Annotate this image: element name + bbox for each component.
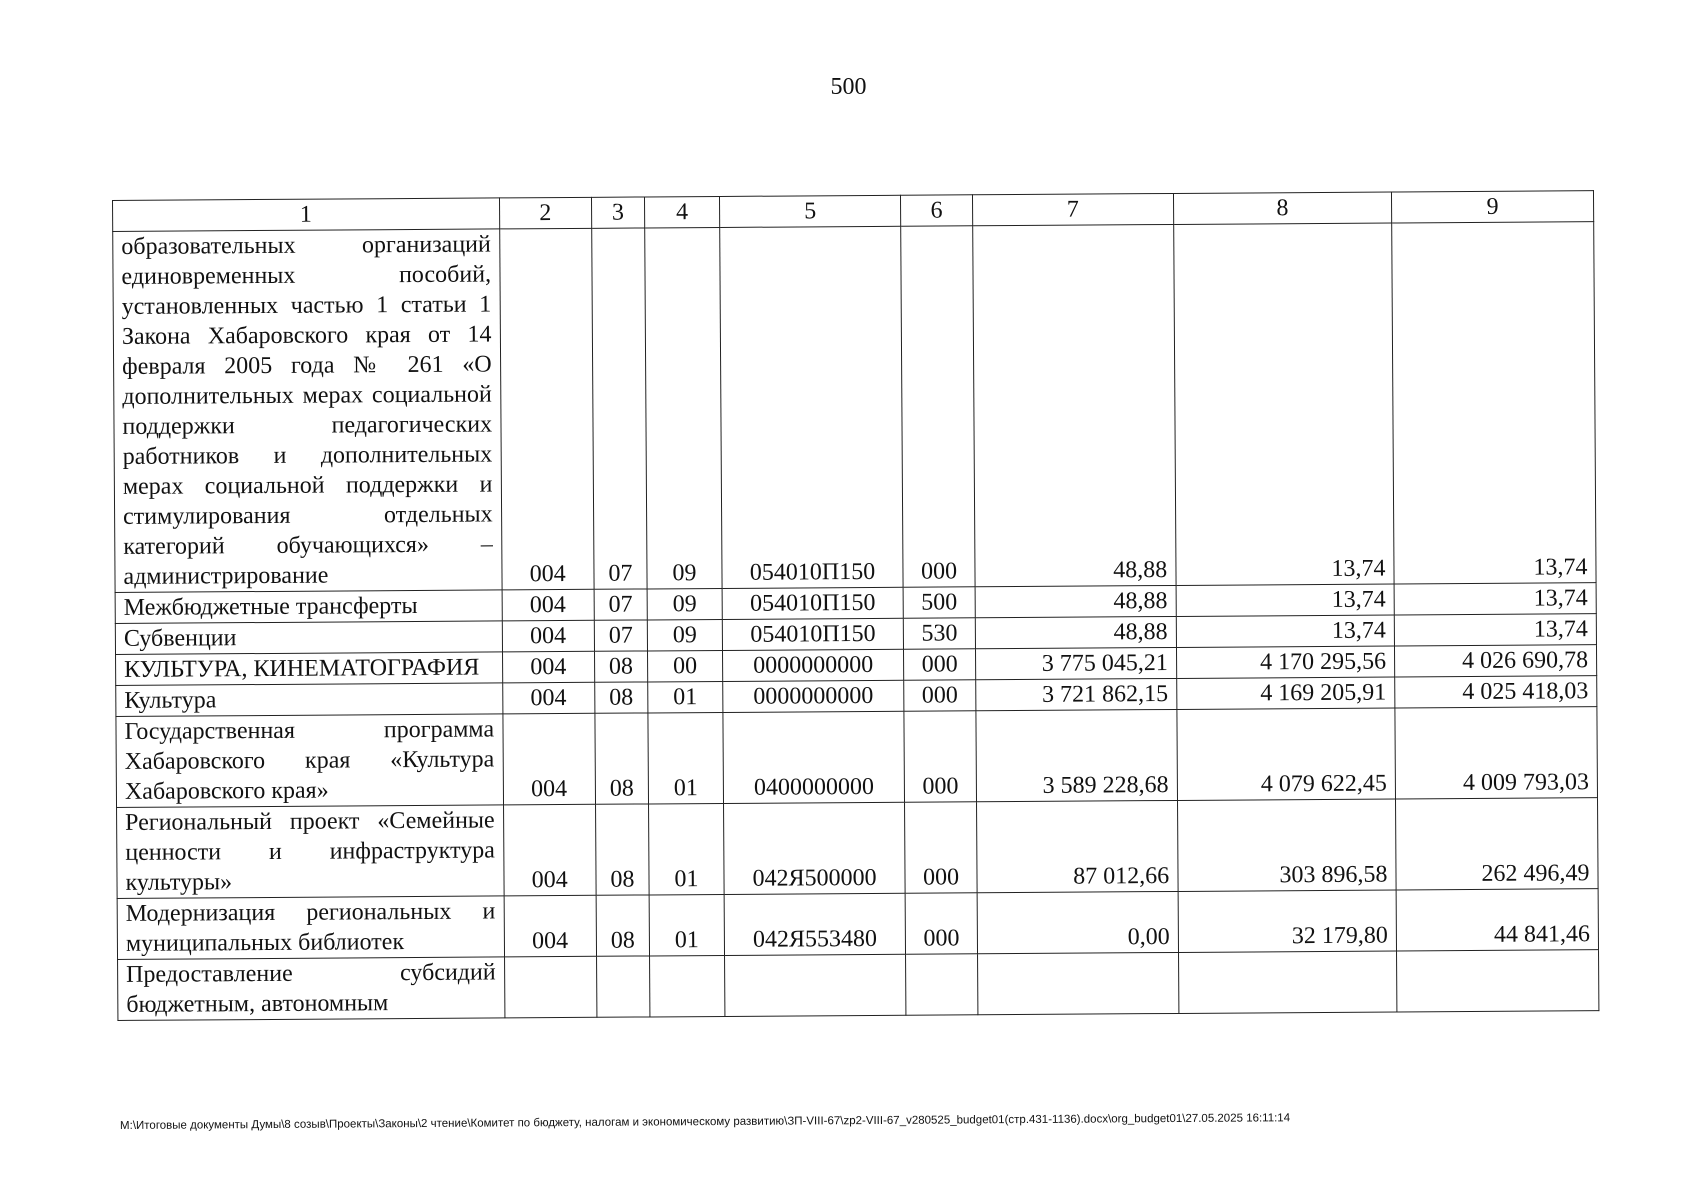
subsection-cell: 09 — [647, 619, 722, 650]
section-cell: 07 — [592, 228, 648, 589]
row-name: Предоставление субсидий бюджетным, автономным — [118, 957, 505, 1021]
subsection-cell: 01 — [648, 681, 723, 712]
row-name: КУЛЬТУРА, КИНЕМАТОГРАФИЯ — [116, 652, 503, 686]
table-row — [118, 950, 1599, 1021]
column-header-2: 2 — [499, 197, 591, 229]
row-name: Субвенции — [115, 621, 502, 655]
row-name: Региональный проект «Семейные ценности и инфраструктура культуры» — [117, 805, 504, 899]
section-cell: 07 — [594, 589, 647, 620]
column-header-5: 5 — [719, 195, 901, 227]
amount-cell-7: 87 012,66 — [976, 800, 1177, 892]
amount-cell-8: 32 179,80 — [1178, 890, 1397, 952]
column-header-4: 4 — [644, 196, 719, 227]
code-cell — [504, 956, 597, 1018]
column-header-9: 9 — [1391, 191, 1593, 223]
column-header-6: 6 — [901, 195, 973, 226]
expense-type-cell: 530 — [904, 618, 976, 649]
row-name: Межбюджетные трансферты — [115, 590, 502, 624]
amount-cell-9: 262 496,49 — [1395, 798, 1598, 890]
table-row — [117, 798, 1599, 899]
column-header-3: 3 — [591, 197, 644, 228]
amount-cell-9: 13,74 — [1394, 583, 1596, 615]
column-header-7: 7 — [972, 193, 1173, 225]
target-article-cell: 0400000000 — [723, 711, 905, 803]
amount-cell-7: 3 589 228,68 — [976, 709, 1177, 801]
amount-cell-7: 48,88 — [973, 224, 1176, 586]
code-cell: 004 — [502, 620, 594, 652]
amount-cell-9: 44 841,46 — [1396, 889, 1598, 951]
budget-table — [112, 190, 1599, 1021]
page-number: 500 — [830, 74, 867, 100]
code-cell: 004 — [502, 651, 594, 683]
code-cell: 004 — [503, 804, 596, 896]
expense-type-cell: 000 — [904, 649, 976, 680]
row-name: Модернизация региональных и муниципальных библиотек — [117, 896, 504, 960]
amount-cell-7: 48,88 — [975, 616, 1176, 648]
section-cell — [596, 956, 650, 1017]
amount-cell-7: 3 721 862,15 — [976, 678, 1177, 710]
amount-cell-7: 3 775 045,21 — [975, 647, 1176, 679]
code-cell: 004 — [504, 895, 597, 957]
target-article-cell: 054010П150 — [722, 618, 904, 650]
row-name: Государственная программа Хабаровского края «Культура Хабаровского края» — [116, 714, 503, 808]
subsection-cell: 00 — [648, 650, 723, 681]
table-row — [116, 707, 1598, 808]
amount-cell-9: 13,74 — [1392, 222, 1596, 584]
target-article-cell: 054010П150 — [720, 226, 904, 588]
amount-cell-7 — [977, 952, 1178, 1014]
section-cell: 08 — [595, 713, 649, 804]
amount-cell-9: 4 009 793,03 — [1395, 707, 1598, 799]
section-cell: 07 — [594, 620, 647, 651]
amount-cell-8: 13,74 — [1173, 223, 1394, 585]
subsection-cell — [650, 955, 725, 1016]
section-cell: 08 — [596, 895, 650, 956]
code-cell: 004 — [502, 713, 595, 805]
section-cell: 08 — [595, 804, 649, 895]
target-article-cell: 054010П150 — [722, 587, 904, 619]
expense-type-cell: 000 — [905, 802, 977, 893]
code-cell: 004 — [502, 589, 594, 621]
amount-cell-9 — [1396, 950, 1598, 1012]
target-article-cell: 042Я553480 — [724, 893, 906, 955]
row-name: Культура — [116, 683, 503, 717]
amount-cell-9: 4 026 690,78 — [1394, 645, 1596, 677]
expense-type-cell — [906, 954, 978, 1015]
amount-cell-8: 303 896,58 — [1177, 799, 1396, 891]
code-cell: 004 — [502, 682, 594, 714]
subsection-cell: 01 — [648, 712, 724, 803]
amount-cell-7: 48,88 — [975, 585, 1176, 617]
document-footer-path: M:\Итоговые документы Думы\8 созыв\Проекты\Законы\2 чтение\Комитет по бюджету, налогам и экономическому развитию\ЗП-VIII-67\zp2-VIII-67_v280525_budget01(стр.431-1136).docx\org_budget01\27.05.2025 16:11:14 — [120, 1112, 1291, 1132]
section-cell: 08 — [594, 651, 647, 682]
subsection-cell: 01 — [649, 894, 724, 955]
amount-cell-8: 13,74 — [1176, 615, 1394, 647]
code-cell: 004 — [499, 228, 594, 590]
amount-cell-9: 13,74 — [1394, 614, 1596, 646]
target-article-cell: 042Я500000 — [723, 802, 905, 894]
column-header-1: 1 — [113, 198, 500, 232]
table-row — [113, 222, 1596, 593]
expense-type-cell: 000 — [904, 680, 976, 711]
amount-cell-8: 4 079 622,45 — [1177, 708, 1396, 800]
subsection-cell: 01 — [649, 803, 725, 894]
subsection-cell: 09 — [645, 227, 722, 588]
amount-cell-8: 13,74 — [1176, 584, 1394, 616]
expense-type-cell: 500 — [903, 587, 975, 618]
target-article-cell: 0000000000 — [723, 680, 905, 712]
expense-type-cell: 000 — [905, 893, 977, 954]
amount-cell-8: 4 169 205,91 — [1176, 677, 1394, 709]
row-name: образовательных организаций единовременных пособий, установленных частью 1 статьи 1 Закона Хабаровского края от 14 февраля 2005 года № 261 «О дополнительных мерах социальной поддержки педагогических работников и дополнительных мерах социальной поддержки и стимулирования отдельных категорий обучающихся» – администрирование — [113, 229, 502, 593]
amount-cell-8: 4 170 295,56 — [1176, 646, 1394, 678]
amount-cell-7: 0,00 — [977, 891, 1178, 953]
target-article-cell — [724, 954, 906, 1016]
expense-type-cell: 000 — [904, 711, 976, 802]
amount-cell-9: 4 025 418,03 — [1395, 676, 1597, 708]
target-article-cell: 0000000000 — [722, 649, 904, 681]
subsection-cell: 09 — [647, 588, 722, 619]
column-header-8: 8 — [1173, 192, 1391, 224]
expense-type-cell: 000 — [901, 226, 975, 587]
section-cell: 08 — [595, 682, 648, 713]
amount-cell-8 — [1178, 951, 1397, 1013]
table-row — [117, 889, 1598, 960]
